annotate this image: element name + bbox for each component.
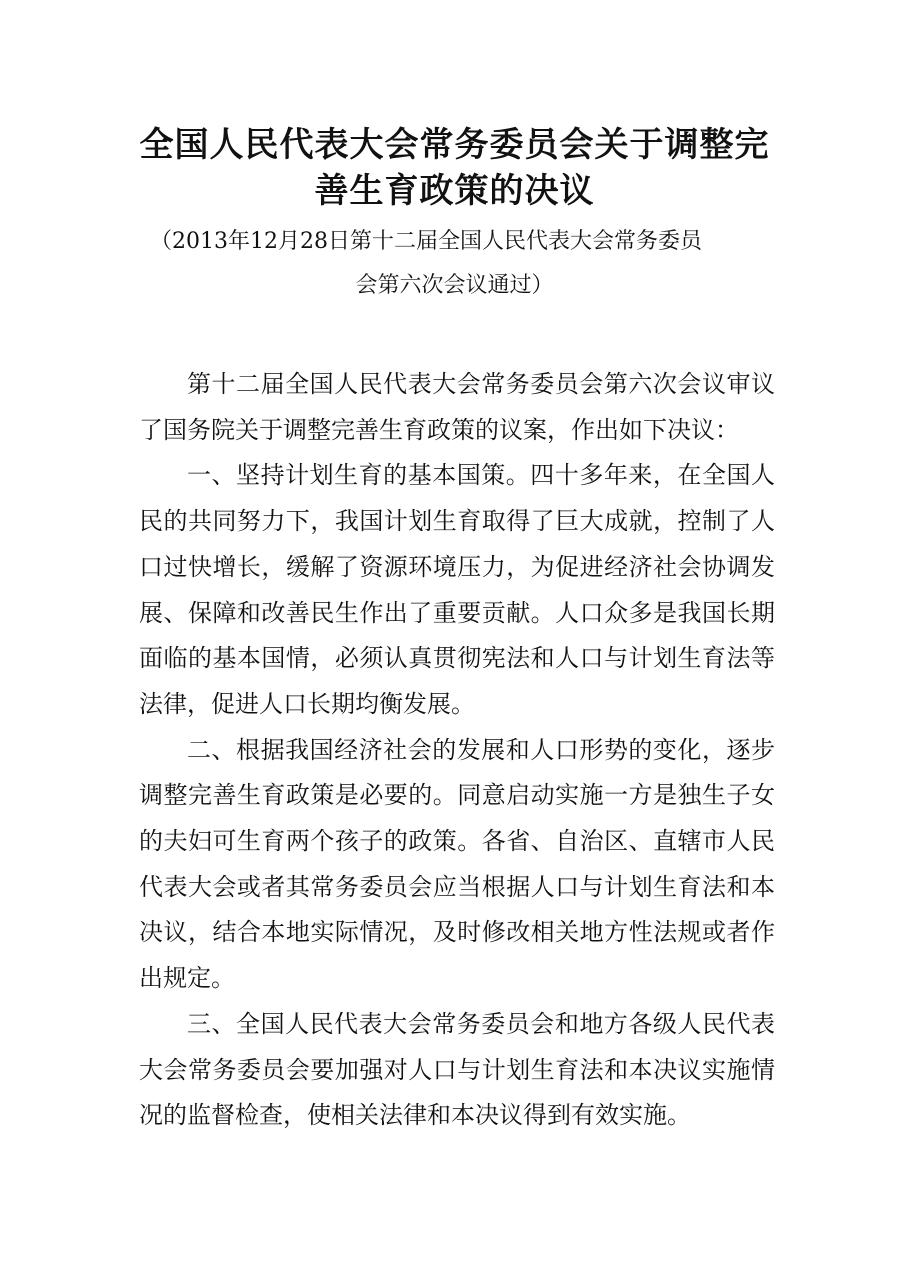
adoption-note-line-2: 会第六次会议通过） [355, 273, 554, 298]
document-title-line-2: 善生育政策的决议 [314, 171, 595, 211]
resolution-body [139, 362, 775, 1139]
paragraph-article-1: 一、坚持计划生育的基本国策。四十多年来，在全国人民的共同努力下，我国计划生育取得了巨大成就，控制了人口过快增长，缓解了资源环境压力，为促进经济社会协调发展、保障和改善民生作出了重要贡献。人口众多是我国长期面临的基本国情，必须认真贯彻宪法和人口与计划生育法等法律，促进人口长期均衡发展。 [139, 461, 775, 718]
adoption-note-line-1: （2013年12月28日第十二届全国人民代表大会常务委员 [150, 229, 702, 254]
paragraph-article-2: 二、根据我国经济社会的发展和人口形势的变化，逐步调整完善生育政策是必要的。同意启动实施一方是独生子女的夫妇可生育两个孩子的政策。各省、自治区、直辖市人民代表大会或者其常务委员会应当根据人口与计划生育法和本决议，结合本地实际情况，及时修改相关地方性法规或者作出规定。 [139, 735, 775, 993]
paragraph-article-3: 三、全国人民代表大会常务委员会和地方各级人民代表大会常务委员会要加强对人口与计划生育法和本决议实施情况的监督检查，使相关法律和本决议得到有效实施。 [139, 1009, 775, 1130]
paragraph-preamble: 第十二届全国人民代表大会常务委员会第六次会议审议了国务院关于调整完善生育政策的议案，作出如下决议： [139, 370, 775, 444]
document-title-line-1: 全国人民代表大会常务委员会关于调整完 [139, 125, 770, 165]
